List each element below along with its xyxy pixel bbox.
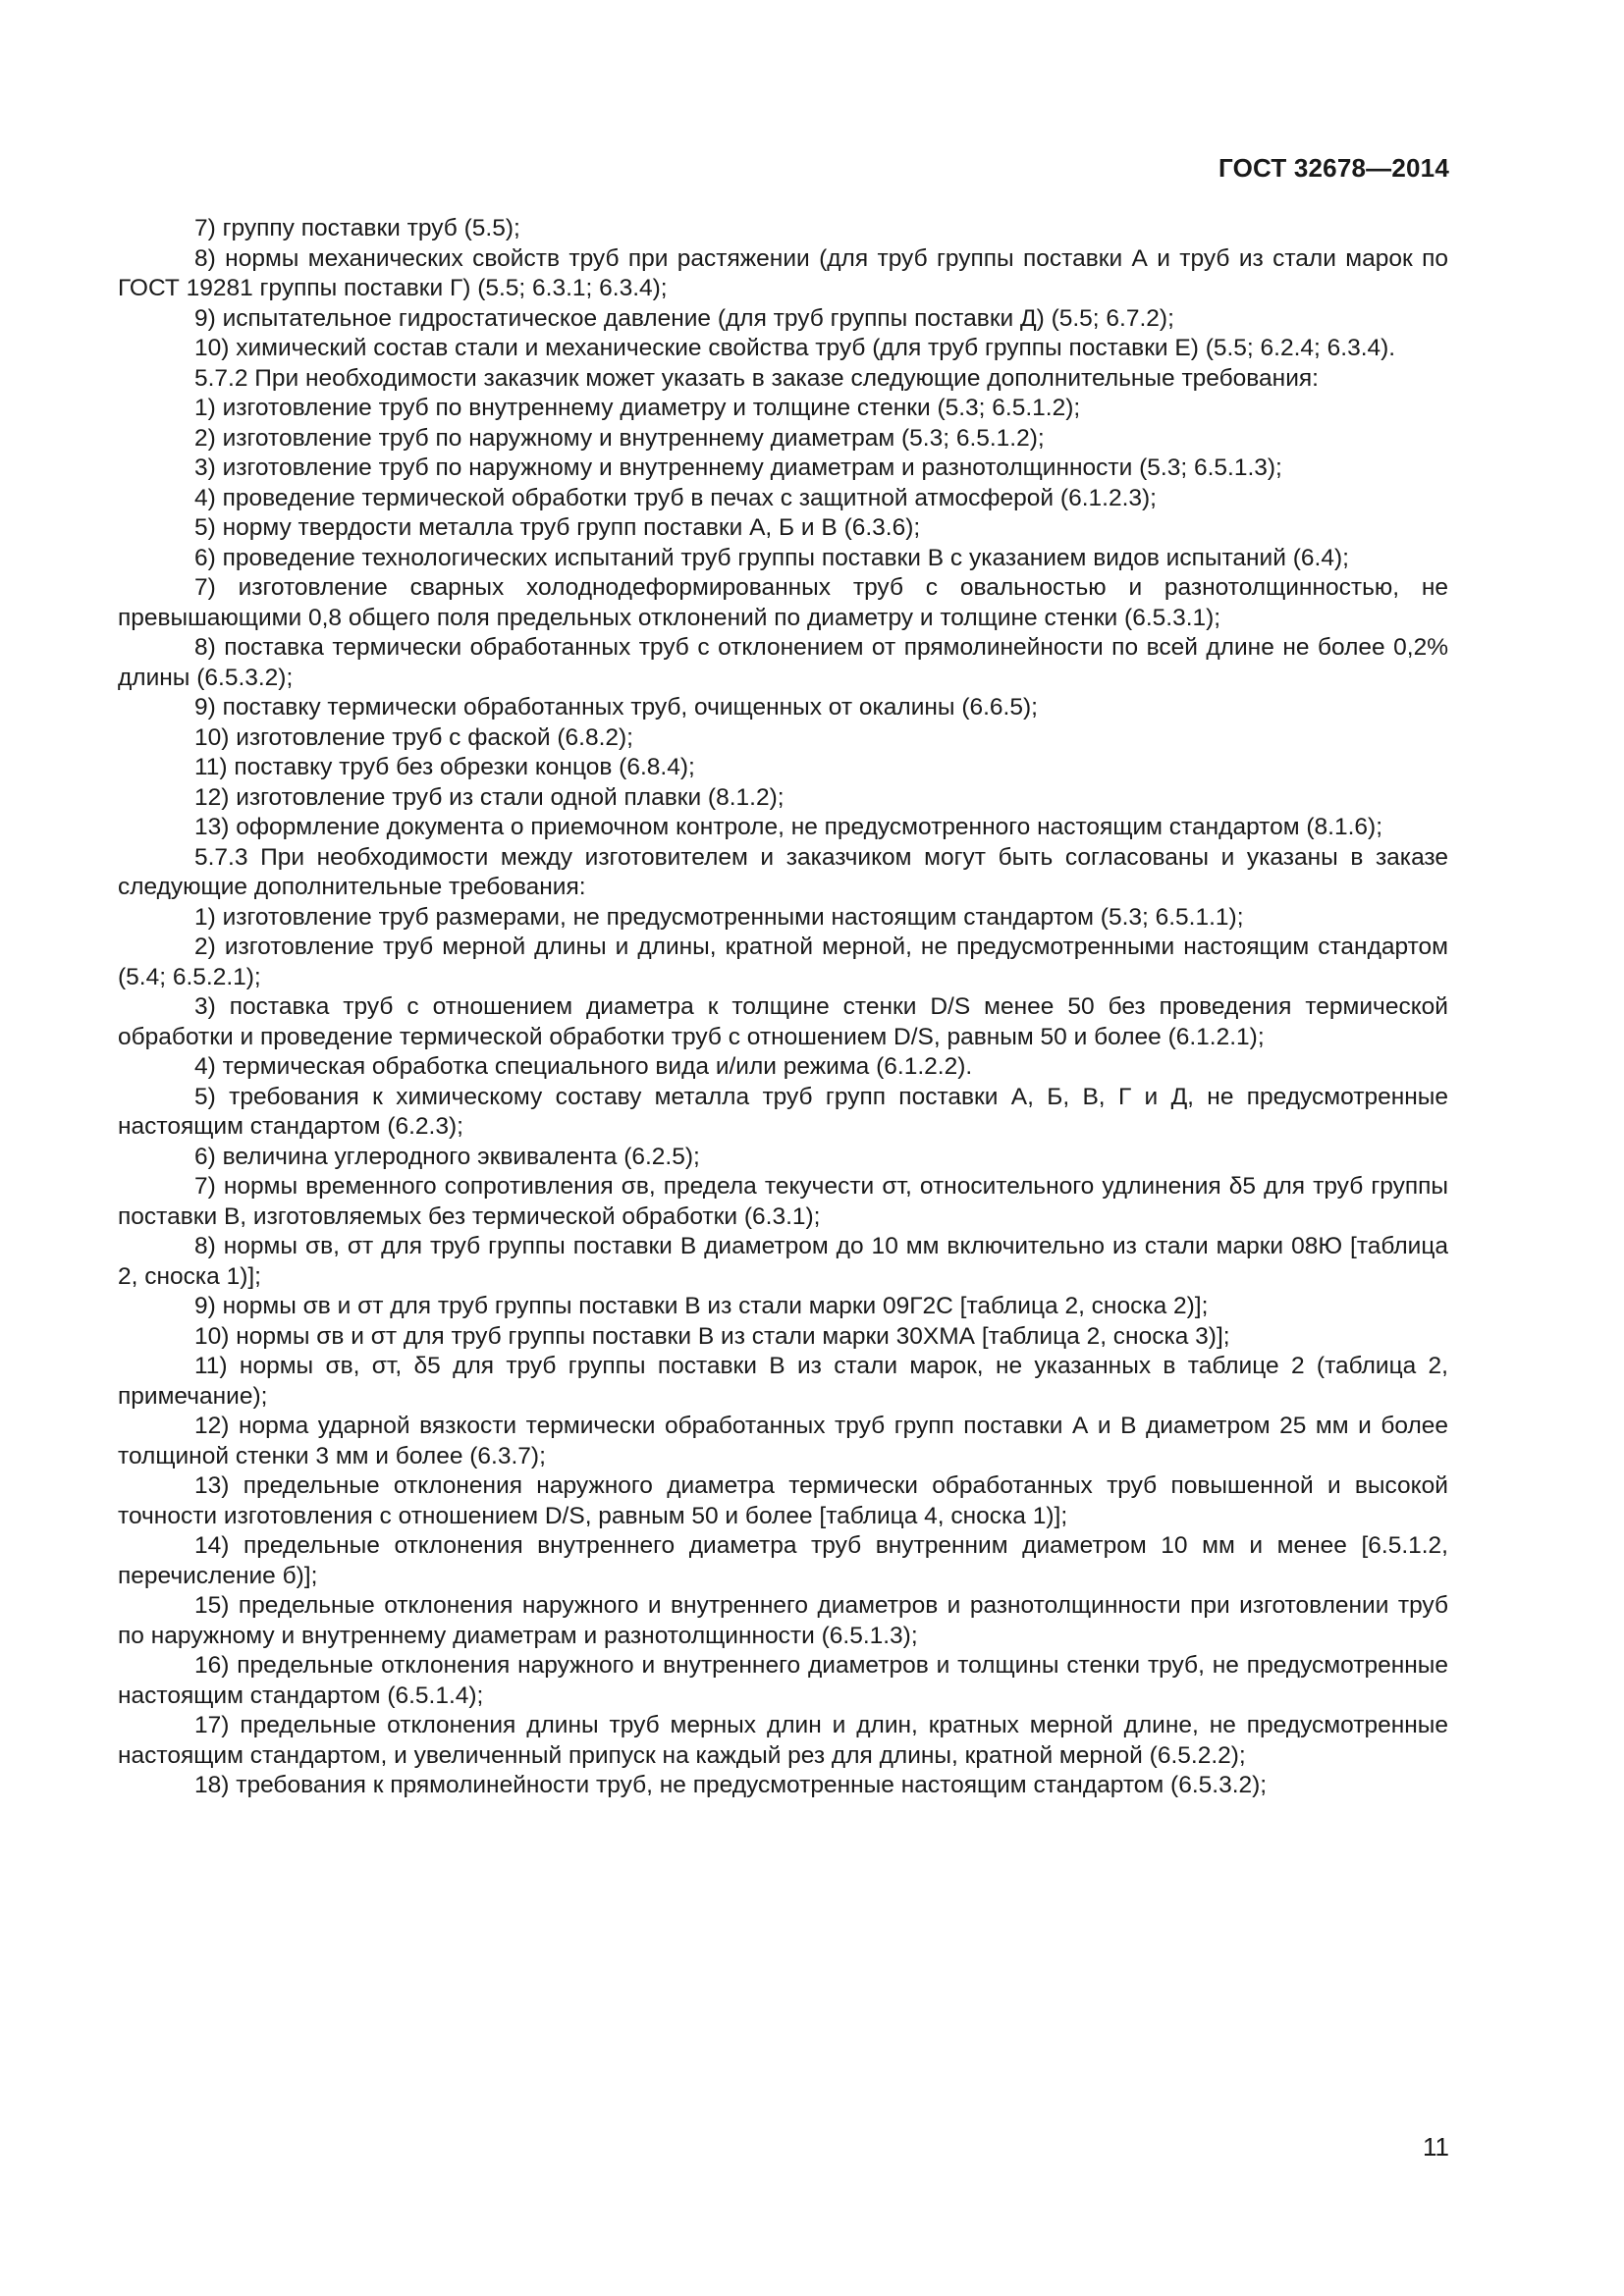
paragraph: 8) нормы механических свойств труб при растяжении (для труб группы поставки А и труб из стали марок по ГОСТ 19281 группы поставки Г) (5.5; 6.3.1; 6.3.4); xyxy=(118,244,1448,301)
section-paragraph-5-7-2: 5.7.2 При необходимости заказчик может указать в заказе следующие дополнительные требования: xyxy=(194,364,1319,392)
paragraph: 8) поставка термически обработанных труб с отклонением от прямолинейности по всей длине не более 0,2% длины (6.5.3.2); xyxy=(118,634,1448,691)
document-header: ГОСТ 32678—2014 xyxy=(1218,153,1449,183)
paragraph: 5) требования к химическому составу металла труб групп поставки А, Б, В, Г и Д, не предусмотренные настоящим стандартом (6.2.3); xyxy=(118,1083,1448,1140)
paragraph: 8) нормы σв, σт для труб группы поставки В диаметром до 10 мм включительно из стали марки 08Ю [таблица 2, сноска 1)]; xyxy=(118,1233,1448,1290)
paragraph: 12) изготовление труб из стали одной плавки (8.1.2); xyxy=(194,783,785,811)
paragraph: 7) нормы временного сопротивления σв, предела текучести σт, относительного удлинения δ5 для труб группы поставки В, изготовляемых без термической обработки (6.3.1); xyxy=(118,1173,1448,1230)
paragraph: 10) химический состав стали и механические свойства труб (для труб группы поставки Е) (5.5; 6.2.4; 6.3.4). xyxy=(194,335,1396,361)
paragraph: 9) испытательное гидростатическое давление (для труб группы поставки Д) (5.5; 6.7.2); xyxy=(194,304,1174,332)
paragraph: 11) нормы σв, σт, δ5 для труб группы поставки В из стали марок, не указанных в таблице 2 (таблица 2, примечание); xyxy=(118,1353,1448,1410)
paragraph: 11) поставку труб без обрезки концов (6.8.4); xyxy=(194,754,695,780)
paragraph: 18) требования к прямолинейности труб, не предусмотренные настоящим стандартом (6.5.3.2); xyxy=(194,1772,1268,1798)
paragraph: 9) поставку термически обработанных труб, очищенных от окалины (6.6.5); xyxy=(194,694,1038,721)
paragraph: 10) нормы σв и σт для труб группы поставки В из стали марки 30ХМА [таблица 2, сноска 3)]; xyxy=(194,1322,1230,1350)
paragraph: 4) проведение термической обработки труб в печах с защитной атмосферой (6.1.2.3); xyxy=(194,484,1157,511)
paragraph: 16) предельные отклонения наружного и внутреннего диаметров и толщины стенки труб, не предусмотренные настоящим стандартом (6.5.1.4); xyxy=(118,1652,1448,1709)
section-paragraph-5-7-3: 5.7.3 При необходимости между изготовителем и заказчиком могут быть согласованы и указаны в заказе следующие дополнительные требования: xyxy=(118,843,1448,900)
paragraph: 3) изготовление труб по наружному и внутреннему диаметрам и разнотолщинности (5.3; 6.5.1.3); xyxy=(194,454,1282,481)
paragraph: 5) норму твердости металла труб групп поставки А, Б и В (6.3.6); xyxy=(194,514,921,541)
paragraph: 9) нормы σв и σт для труб группы поставки В из стали марки 09Г2С [таблица 2, сноска 2)]; xyxy=(194,1293,1209,1319)
paragraph: 4) термическая обработка специального вида и/или режима (6.1.2.2). xyxy=(194,1053,973,1080)
paragraph: 17) предельные отклонения длины труб мерных длин и длин, кратных мерной длине, не предусмотренные настоящим стандартом, и увеличенный припуск на каждый рез для длины, кратной мерной (6.5.2.2); xyxy=(118,1712,1448,1769)
paragraph: 13) оформление документа о приемочном контроле, не предусмотренного настоящим стандартом (8.1.6); xyxy=(194,814,1383,840)
paragraph: 2) изготовление труб мерной длины и длины, кратной мерной, не предусмотренными настоящим стандартом (5.4; 6.5.2.1); xyxy=(118,934,1448,990)
paragraph: 14) предельные отклонения внутреннего диаметра труб внутренним диаметром 10 мм и менее [6.5.1.2, перечисление б)]; xyxy=(118,1532,1448,1589)
paragraph: 10) изготовление труб с фаской (6.8.2); xyxy=(194,723,633,751)
paragraph: 7) группу поставки труб (5.5); xyxy=(194,215,520,241)
page-number: 11 xyxy=(1423,2132,1449,2162)
paragraph: 1) изготовление труб по внутреннему диаметру и толщине стенки (5.3; 6.5.1.2); xyxy=(194,395,1081,421)
paragraph: 13) предельные отклонения наружного диаметра термически обработанных труб повышенной и высокой точности изготовления с отношением D/S, равным 50 и более [таблица 4, сноска 1)]; xyxy=(118,1472,1448,1529)
paragraph: 6) проведение технологических испытаний труб группы поставки В с указанием видов испытаний (6.4); xyxy=(194,544,1349,571)
paragraph: 15) предельные отклонения наружного и внутреннего диаметров и разнотолщинности при изготовлении труб по наружному и внутреннему диаметрам и разнотолщинности (6.5.1.3); xyxy=(118,1592,1448,1649)
paragraph: 3) поставка труб с отношением диаметра к толщине стенки D/S менее 50 без проведения термической обработки и проведение термической обработки труб с отношением D/S, равным 50 и более (6.1.2.1); xyxy=(118,993,1448,1050)
document-body xyxy=(118,214,1448,1801)
paragraph: 6) величина углеродного эквивалента (6.2.5); xyxy=(194,1143,700,1170)
paragraph: 1) изготовление труб размерами, не предусмотренными настоящим стандартом (5.3; 6.5.1.1); xyxy=(194,903,1244,931)
paragraph: 2) изготовление труб по наружному и внутреннему диаметрам (5.3; 6.5.1.2); xyxy=(194,424,1045,452)
paragraph: 12) норма ударной вязкости термически обработанных труб групп поставки А и В диаметром 25 мм и более толщиной стенки 3 мм и более (6.3.7); xyxy=(118,1413,1448,1469)
paragraph: 7) изготовление сварных холоднодеформированных труб с овальностью и разнотолщинностью, не превышающими 0,8 общего поля предельных отклонений по диаметру и толщине стенки (6.5.3.1); xyxy=(118,574,1448,631)
